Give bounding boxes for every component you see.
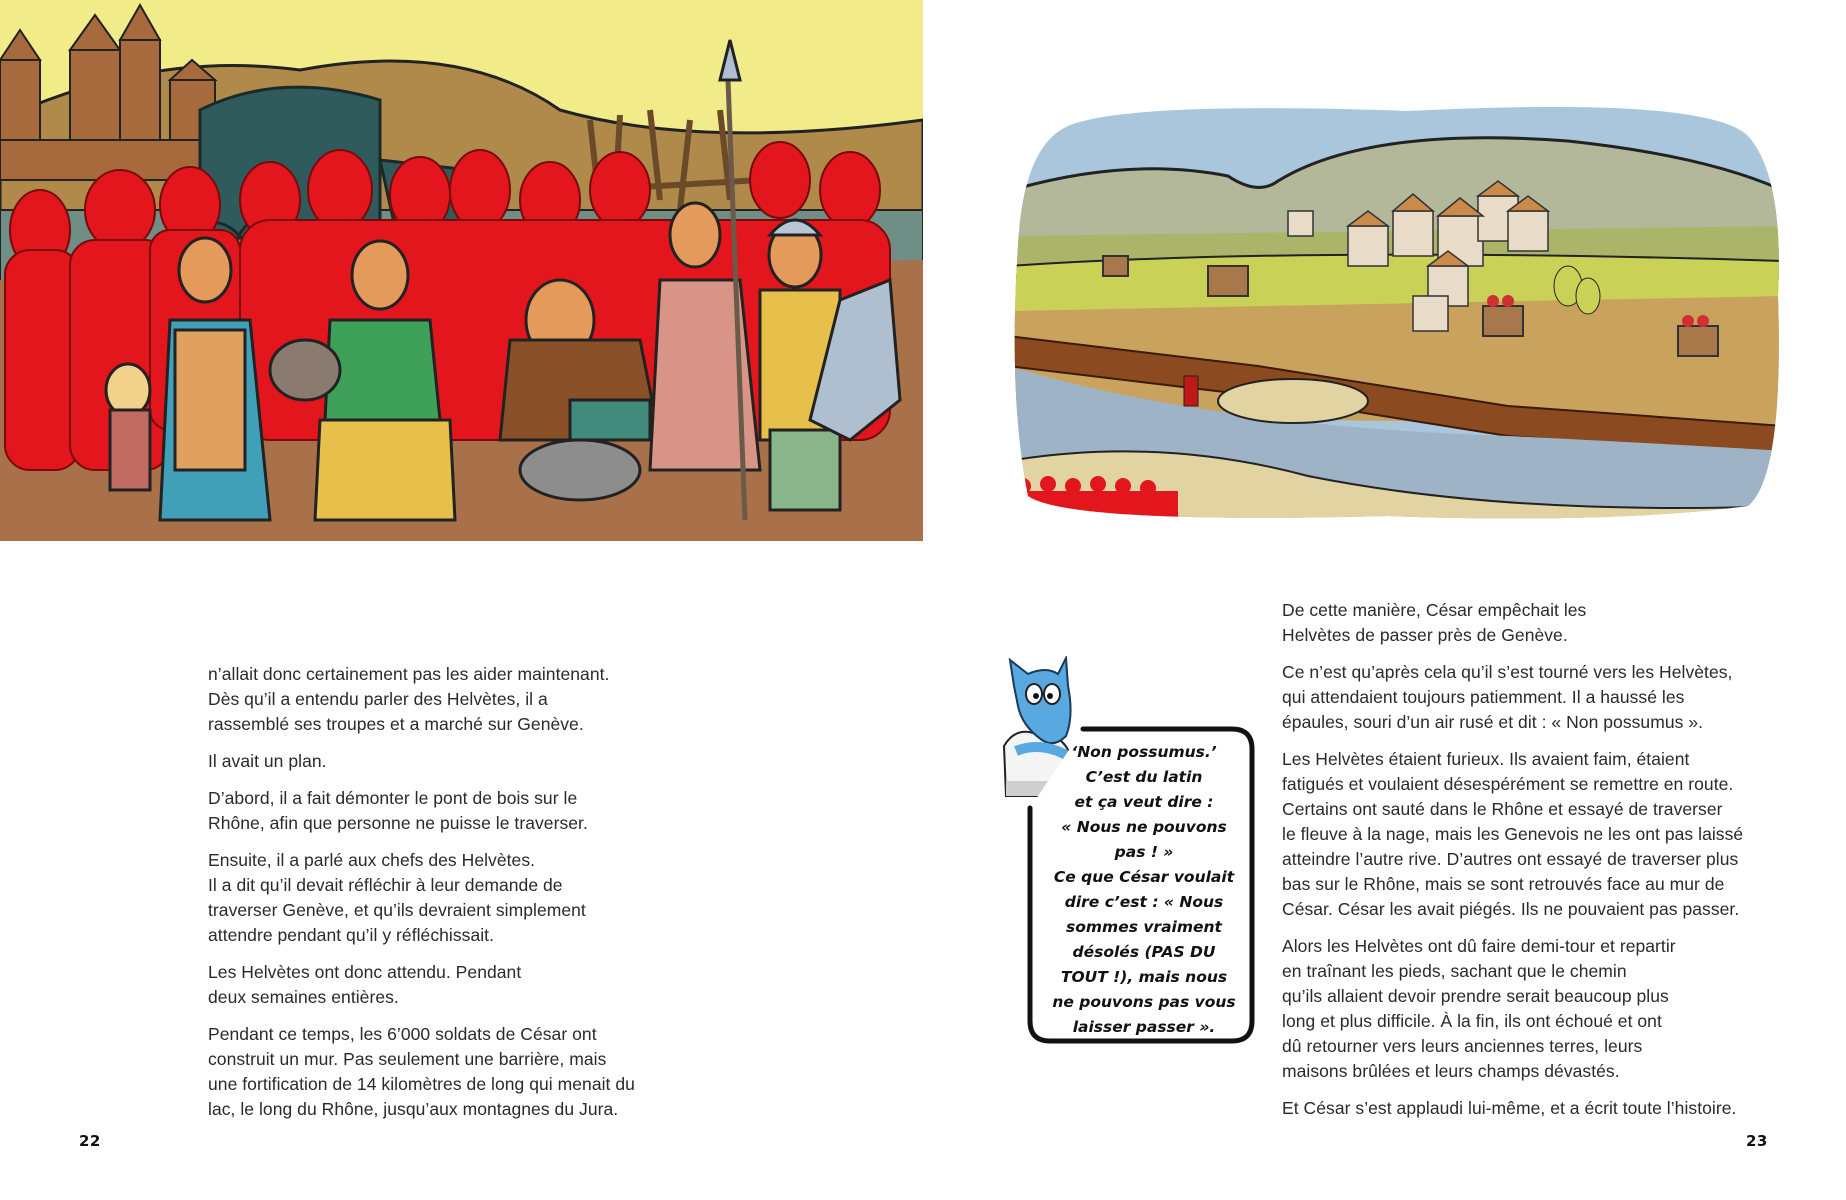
text-line: dû retourner vers leurs anciennes terres, leurs xyxy=(1282,1036,1643,1056)
page-number-left: 22 xyxy=(79,1132,101,1150)
bubble-line: désolés (PAS DU xyxy=(1072,943,1216,961)
helvetii-crowd-illustration xyxy=(0,0,923,541)
speech-bubble-text xyxy=(1039,740,1249,1040)
text-line: Les Helvètes ont donc attendu. Pendant xyxy=(208,962,522,982)
bubble-line: ne pouvons pas vous xyxy=(1052,993,1236,1011)
right-page-text xyxy=(1282,598,1802,1133)
bubble-line: pas ! » xyxy=(1114,843,1174,861)
text-line: long et plus difficile. À la fin, ils ont échoué et ont xyxy=(1282,1011,1662,1031)
text-line: fatigués et voulaient désespérément se remettre en route. xyxy=(1282,774,1734,794)
paragraph xyxy=(1282,598,1802,648)
paragraph xyxy=(208,1022,688,1122)
bubble-line: TOUT !), mais nous xyxy=(1060,968,1228,986)
text-line: Il a dit qu’il devait réfléchir à leur demande de xyxy=(208,875,563,895)
text-line: Ce n’est qu’après cela qu’il s’est tourné vers les Helvètes, xyxy=(1282,662,1733,682)
text-line: Rhône, afin que personne ne puisse le traverser. xyxy=(208,813,588,833)
paragraph xyxy=(1282,934,1802,1084)
text-line: en traînant les pieds, sachant que le chemin xyxy=(1282,961,1627,981)
text-line: traverser Genève, et qu’ils devraient simplement xyxy=(208,900,586,920)
bubble-line: C’est du latin xyxy=(1085,768,1203,786)
paragraph xyxy=(1282,660,1802,735)
text-line: Il avait un plan. xyxy=(208,751,327,771)
bubble-line: dire c’est : « Nous xyxy=(1064,893,1224,911)
text-line: deux semaines entières. xyxy=(208,987,399,1007)
text-line: le fleuve à la nage, mais les Genevois ne les ont pas laissé xyxy=(1282,824,1744,844)
bubble-line: laisser passer ». xyxy=(1072,1018,1216,1036)
paragraph xyxy=(208,848,688,948)
paragraph xyxy=(1282,1096,1802,1121)
page-number-right: 23 xyxy=(1746,1132,1768,1150)
paragraph xyxy=(208,749,688,774)
bubble-line: ‘Non possumus.’ xyxy=(1071,743,1217,761)
text-line: César. César les avait piégés. Ils ne pouvaient pas passer. xyxy=(1282,899,1740,919)
paragraph xyxy=(208,960,688,1010)
text-line: atteindre l’autre rive. D’autres ont essayé de traverser plus xyxy=(1282,849,1739,869)
paragraph xyxy=(208,662,688,737)
bubble-line: sommes vraiment xyxy=(1066,918,1222,936)
text-line: Helvètes de passer près de Genève. xyxy=(1282,625,1568,645)
text-line: Les Helvètes étaient furieux. Ils avaient faim, étaient xyxy=(1282,749,1690,769)
bubble-line: Ce que César voulait xyxy=(1053,868,1235,886)
text-line: Pendant ce temps, les 6’000 soldats de César ont xyxy=(208,1024,597,1044)
geneva-wall-illustration xyxy=(1008,96,1784,524)
text-line: bas sur le Rhône, mais se sont retrouvés face au mur de xyxy=(1282,874,1725,894)
bubble-line: et ça veut dire : xyxy=(1074,793,1214,811)
text-line: Dès qu’il a entendu parler des Helvètes, il a xyxy=(208,689,548,709)
speech-bubble xyxy=(1027,726,1255,1044)
text-line: qu’ils allaient devoir prendre serait beaucoup plus xyxy=(1282,986,1669,1006)
text-line: n’allait donc certainement pas les aider maintenant. xyxy=(208,664,610,684)
text-line: Certains ont sauté dans le Rhône et essayé de traverser xyxy=(1282,799,1723,819)
paragraph xyxy=(1282,747,1802,922)
text-line: Alors les Helvètes ont dû faire demi-tour et repartir xyxy=(1282,936,1676,956)
text-line: qui attendaient toujours patiemment. Il a haussé les xyxy=(1282,687,1685,707)
bubble-line: « Nous ne pouvons xyxy=(1061,818,1227,836)
text-line: Ensuite, il a parlé aux chefs des Helvètes. xyxy=(208,850,536,870)
paragraph xyxy=(208,786,688,836)
text-line: lac, le long du Rhône, jusqu’aux montagnes du Jura. xyxy=(208,1099,619,1119)
text-line: rassemblé ses troupes et a marché sur Genève. xyxy=(208,714,584,734)
left-page-text xyxy=(208,662,688,1134)
text-line: une fortification de 14 kilomètres de long qui menait du xyxy=(208,1074,635,1094)
text-line: Et César s’est applaudi lui-même, et a écrit toute l’histoire. xyxy=(1282,1098,1737,1118)
text-line: D’abord, il a fait démonter le pont de bois sur le xyxy=(208,788,578,808)
text-line: épaules, souri d’un air rusé et dit : « Non possumus ». xyxy=(1282,712,1704,732)
text-line: attendre pendant qu’il y réfléchissait. xyxy=(208,925,495,945)
text-line: maisons brûlées et leurs champs dévastés. xyxy=(1282,1061,1620,1081)
text-line: De cette manière, César empêchait les xyxy=(1282,600,1587,620)
text-line: construit un mur. Pas seulement une barrière, mais xyxy=(208,1049,607,1069)
